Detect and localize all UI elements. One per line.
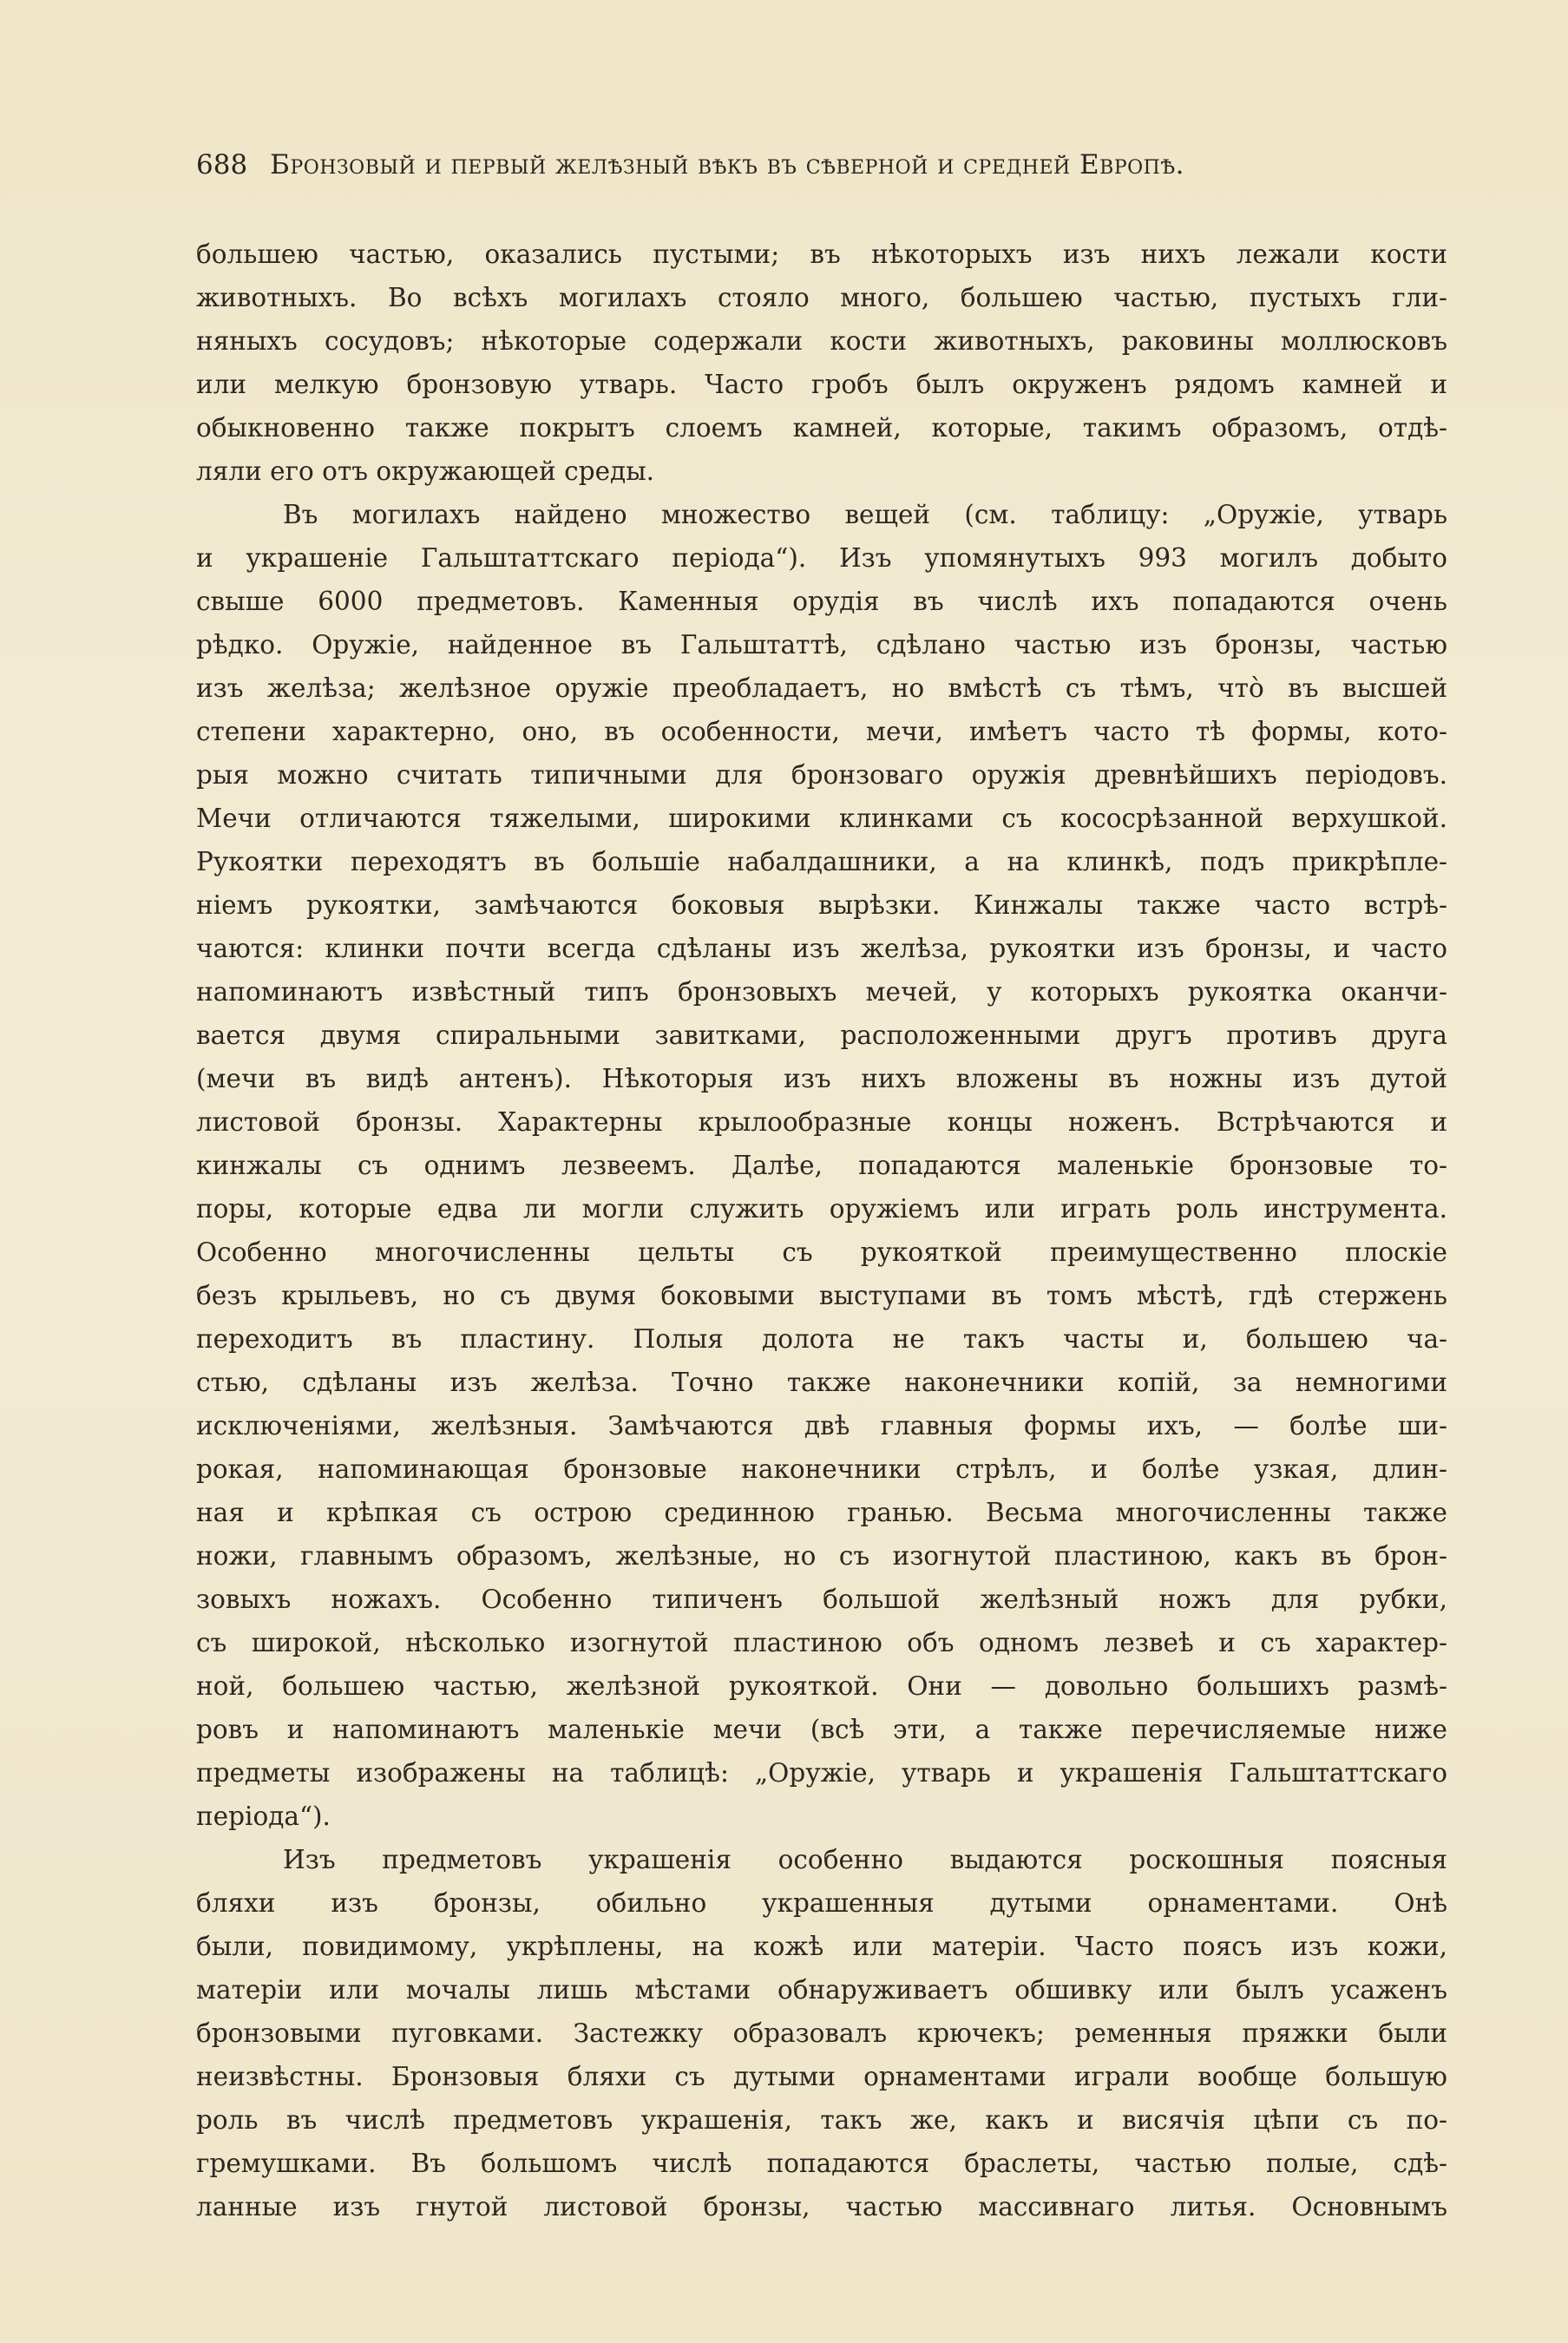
text-line: гремушками. Въ большомъ числѣ попадаются браслеты, частью полые, сдѣ- [196,2149,1447,2178]
text-line: безъ крыльевъ, но съ двумя боковыми выступами въ томъ мѣстѣ, гдѣ стержень [196,1281,1447,1310]
text-line: няныхъ сосудовъ; нѣкоторые содержали кости животныхъ, раковины моллюсковъ [196,326,1447,356]
page-number: 688 [196,149,248,180]
text-line: Особенно многочисленны цельты съ рукояткой преимущественно плоскіе [196,1237,1447,1267]
text-line: Изъ предметовъ украшенія особенно выдаются роскошныя поясныя [283,1845,1447,1874]
text-line: матеріи или мочалы лишь мѣстами обнаруживаетъ обшивку или былъ усаженъ [196,1975,1447,2005]
text-line: животныхъ. Во всѣхъ могилахъ стояло много, большею частью, пустыхъ гли- [196,283,1447,312]
text-line: кинжалы съ однимъ лезвеемъ. Далѣе, попадаются маленькіе бронзовые то- [196,1151,1447,1180]
text-line: степени характерно, оно, въ особенности, мечи, имѣетъ часто тѣ формы, кото- [196,717,1447,746]
running-title: Бронзовый и первый желѣзный вѣкъ въ сѣверной и средней Европѣ. [270,149,1184,180]
text-line: переходитъ въ пластину. Полыя долота не такъ часты и, большею ча- [196,1324,1447,1354]
text-line: ная и крѣпкая съ острою срединною гранью. Весьма многочисленны также [196,1498,1447,1527]
text-line: поры, которые едва ли могли служить оружіемъ или играть роль инструмента. [196,1194,1447,1224]
running-header [196,149,1378,180]
text-line: напоминаютъ извѣстный типъ бронзовыхъ мечей, у которыхъ рукоятка оканчи- [196,977,1447,1007]
text-line: неизвѣстны. Бронзовыя бляхи съ дутыми орнаментами играли вообще большую [196,2062,1447,2091]
text-line: чаются: клинки почти всегда сдѣланы изъ желѣза, рукоятки изъ бронзы, и часто [196,934,1447,963]
text-line: ланные изъ гнутой листовой бронзы, частью массивнаго литья. Основнымъ [196,2192,1447,2222]
text-line: зовыхъ ножахъ. Особенно типиченъ большой желѣзный ножъ для рубки, [196,1585,1447,1614]
text-line: рыя можно считать типичными для бронзоваго оружія древнѣйшихъ періодовъ. [196,760,1447,790]
text-line: изъ желѣза; желѣзное оружіе преобладаетъ, но вмѣстѣ съ тѣмъ, что̀ въ высшей [196,673,1447,703]
text-line: были, повидимому, укрѣплены, на кожѣ или матеріи. Часто поясъ изъ кожи, [196,1932,1447,1961]
text-line: ножи, главнымъ образомъ, желѣзные, но съ изогнутой пластиною, какъ въ брон- [196,1541,1447,1571]
text-line: Въ могилахъ найдено множество вещей (см. таблицу: „Оружіе, утварь [283,500,1447,529]
text-line: (мечи въ видѣ антенъ). Нѣкоторыя изъ нихъ вложены въ ножны изъ дутой [196,1064,1447,1093]
text-line: ровъ и напоминаютъ маленькіе мечи (всѣ эти, а также перечисляемые ниже [196,1715,1447,1744]
text-line: Рукоятки переходятъ въ большіе набалдашники, а на клинкѣ, подъ прикрѣпле- [196,847,1447,876]
text-line: или мелкую бронзовую утварь. Часто гробъ былъ окруженъ рядомъ камней и [196,370,1447,399]
text-line: рокая, напоминающая бронзовые наконечники стрѣлъ, и болѣе узкая, длин- [196,1454,1447,1484]
text-line: и украшеніе Гальштаттскаго періода“). Изъ упомянутыхъ 993 могилъ добыто [196,543,1447,573]
text-line: обыкновенно также покрытъ слоемъ камней, которые, такимъ образомъ, отдѣ- [196,413,1447,443]
text-line: бляхи изъ бронзы, обильно украшенныя дутыми орнаментами. Онѣ [196,1888,1447,1918]
text-line: ляли его отъ окружающей среды. [196,456,655,486]
text-line: большею частью, оказались пустыми; въ нѣкоторыхъ изъ нихъ лежали кости [196,240,1447,269]
text-line: свыше 6000 предметовъ. Каменныя орудія въ числѣ ихъ попадаются очень [196,587,1447,616]
text-line: Мечи отличаются тяжелыми, широкими клинками съ кососрѣзанной верхушкой. [196,804,1447,833]
text-line: бронзовыми пуговками. Застежку образовалъ крючекъ; ременныя пряжки были [196,2018,1447,2048]
text-line: періода“). [196,1802,331,1831]
text-line: роль въ числѣ предметовъ украшенія, такъ же, какъ и висячія цѣпи съ по- [196,2105,1447,2135]
text-line: ніемъ рукоятки, замѣчаются боковыя вырѣзки. Кинжалы также часто встрѣ- [196,890,1447,920]
text-line: предметы изображены на таблицѣ: „Оружіе, утварь и украшенія Гальштаттскаго [196,1758,1447,1788]
text-line: ной, большею частью, желѣзной рукояткой. Они — довольно большихъ размѣ- [196,1671,1447,1701]
text-line: вается двумя спиральными завитками, расположенными другъ противъ друга [196,1021,1447,1050]
text-line: съ широкой, нѣсколько изогнутой пластиною объ одномъ лезвеѣ и съ характер- [196,1628,1447,1657]
text-line: исключеніями, желѣзныя. Замѣчаются двѣ главныя формы ихъ, — болѣе ши- [196,1411,1447,1441]
body-text [196,233,1447,2228]
text-line: листовой бронзы. Характерны крылообразные концы ноженъ. Встрѣчаются и [196,1107,1447,1137]
text-line: рѣдко. Оружіе, найденное въ Гальштаттѣ, сдѣлано частью изъ бронзы, частью [196,630,1447,660]
text-line: стью, сдѣланы изъ желѣза. Точно также наконечники копій, за немногими [196,1368,1447,1397]
